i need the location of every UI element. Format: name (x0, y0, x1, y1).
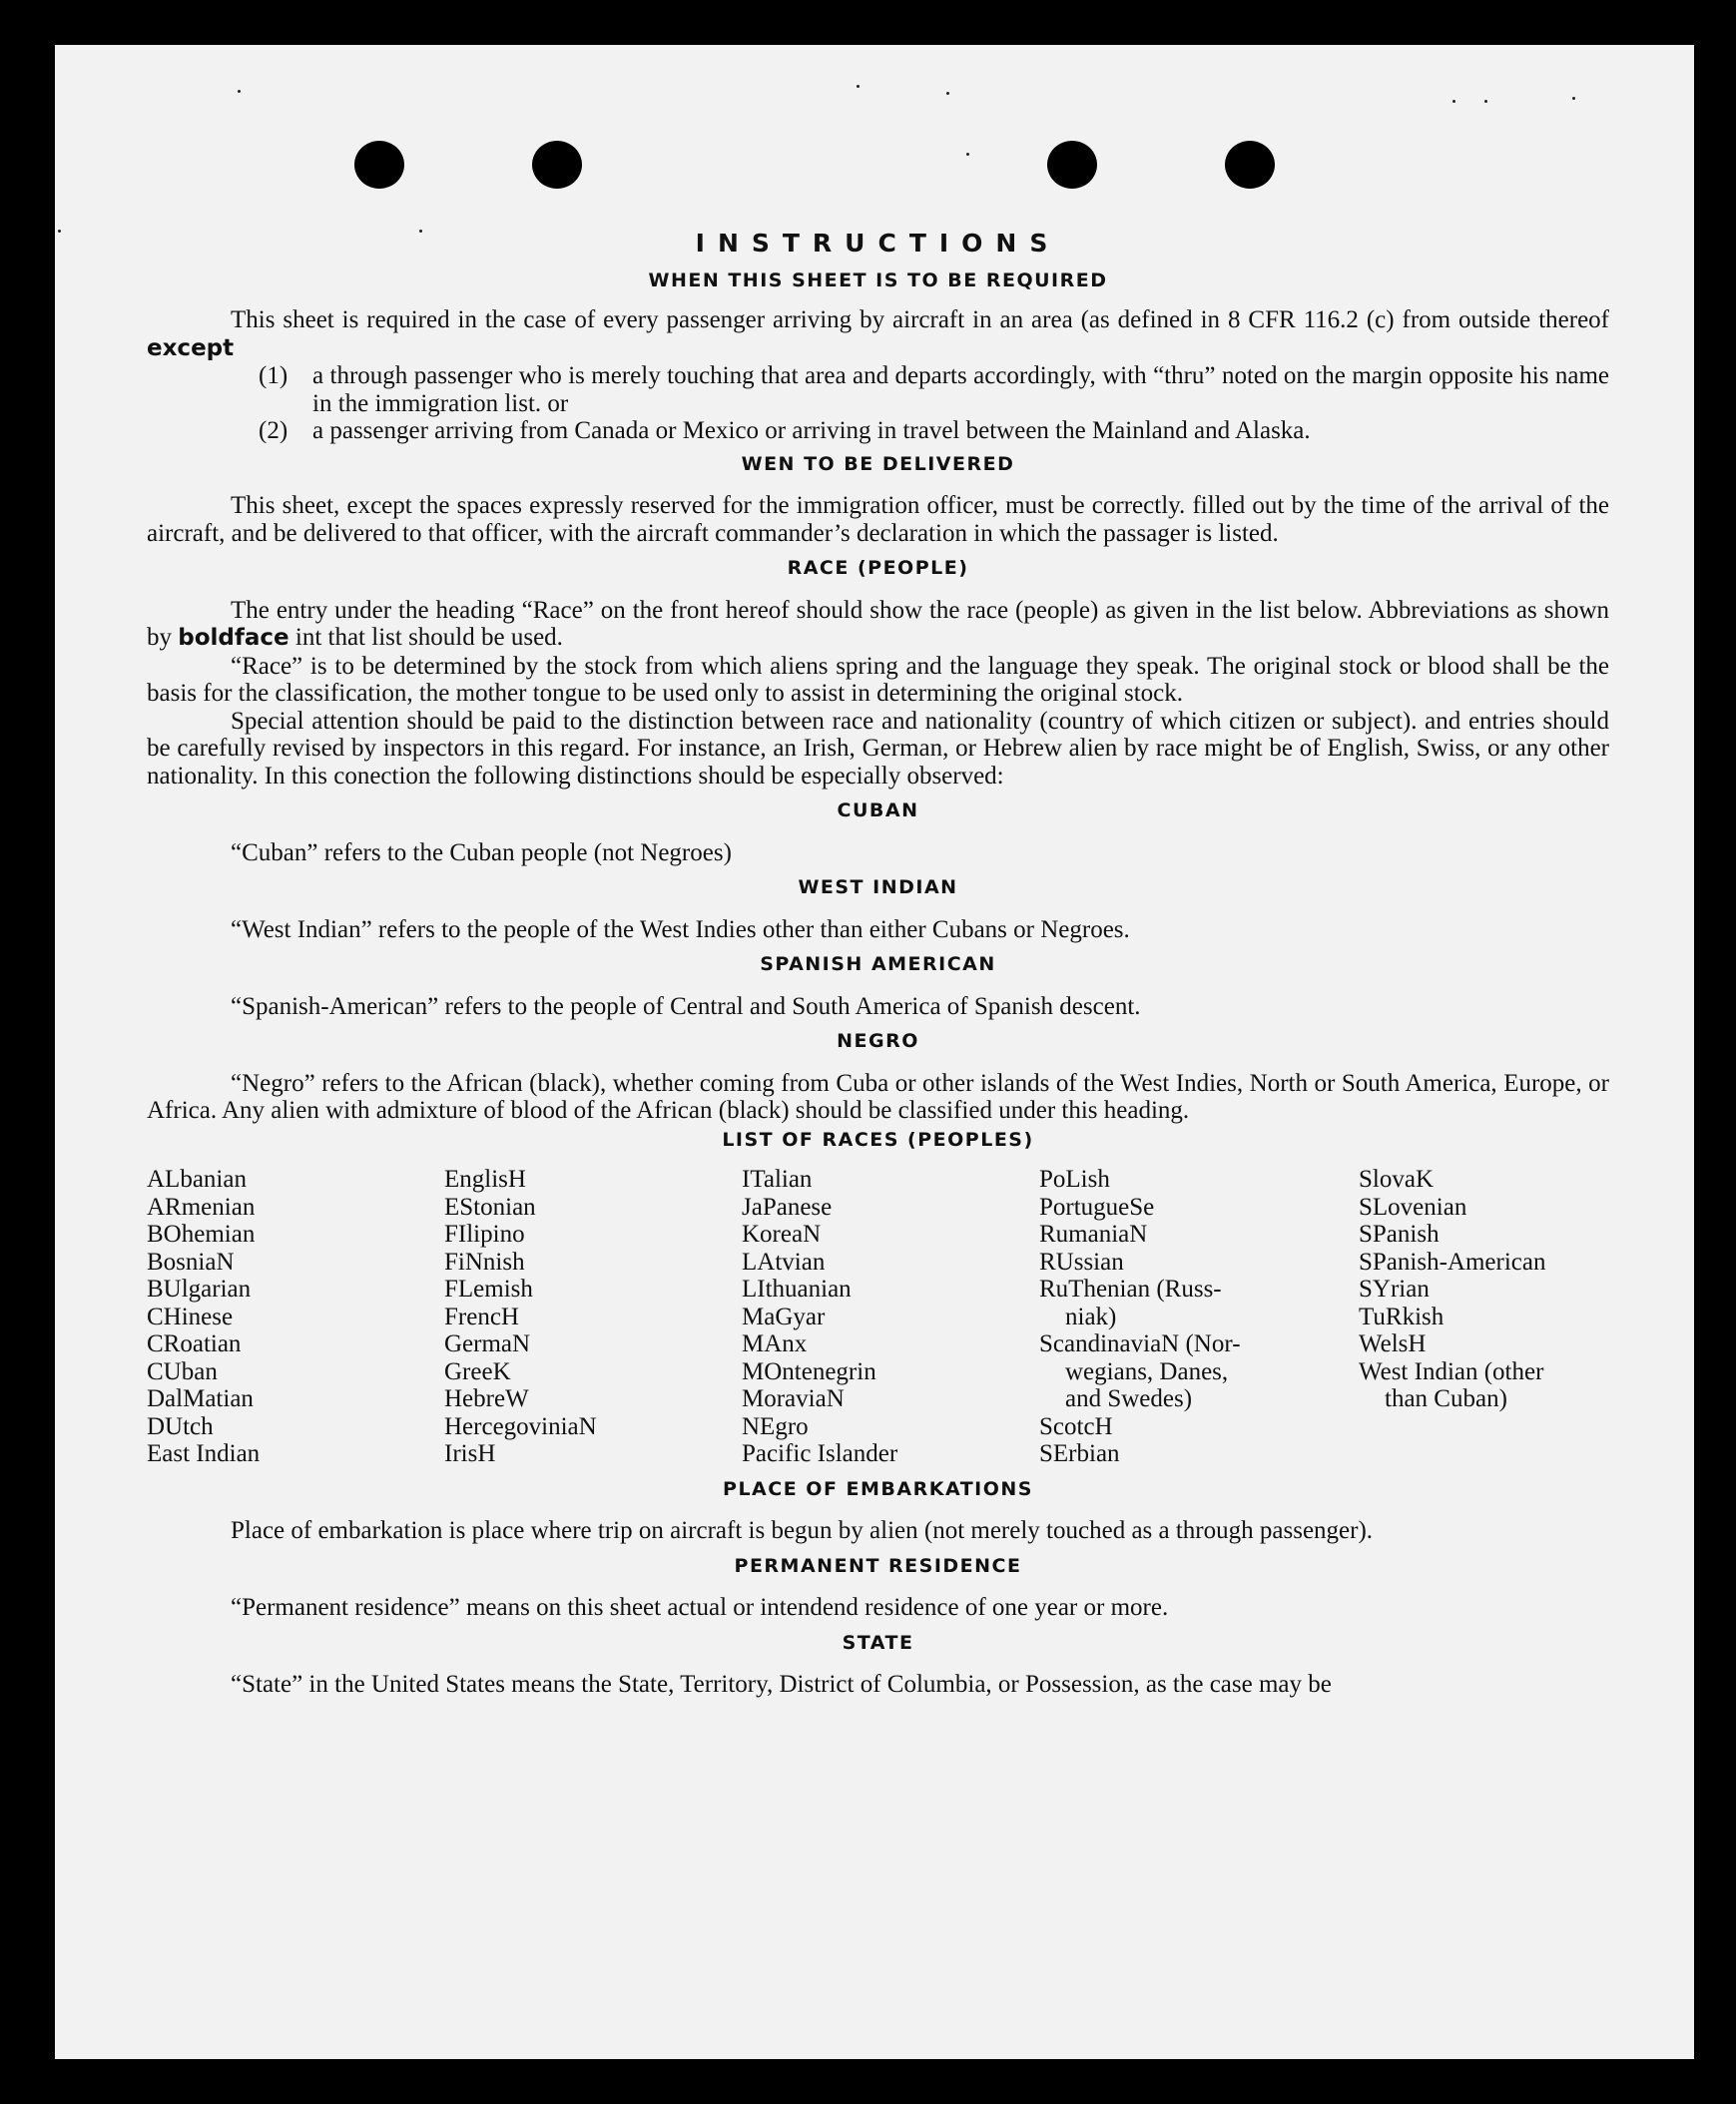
race-item: PortugueSe (1039, 1193, 1155, 1221)
speck (966, 153, 969, 156)
races-column (1359, 1166, 1608, 1468)
race-item: MOntenegrin (742, 1357, 876, 1385)
embarkation-text: Place of embarkation is place where trip on aircraft is begun by alien (not merely touched as a through passenger). (231, 1517, 1374, 1544)
race-item: PoLish (1039, 1166, 1110, 1193)
race-item: FiNnish (444, 1248, 525, 1276)
punch-hole (354, 141, 404, 189)
race-item: DUtch (147, 1412, 214, 1440)
negro-text: “Negro” refers to the African (black), whether coming from Cuba or other islands of the West Indies, North or South America, Europe, or Africa. Any alien with admixture of blood of the African (black) should be classified under this heading. (147, 1069, 1609, 1124)
state-text: “State” in the United States means the State, Territory, District of Columbia, or Possession, as the case may be (231, 1671, 1332, 1698)
race-item: GreeK (444, 1357, 511, 1385)
section-heading-permanent-residence: PERMANENT RESIDENCE (734, 1554, 1022, 1577)
race-item: NEgro (742, 1412, 809, 1440)
list-item: (1) a through passenger who is merely touching that area and departs accordingly, with “thru” noted on the margin opposite his name in the immigration list. or (259, 362, 1609, 417)
race-item: SErbian (1039, 1440, 1120, 1467)
race-item: SLovenian (1359, 1193, 1467, 1221)
section-heading-when-required: WHEN THIS SHEET IS TO BE REQUIRED (648, 268, 1108, 291)
speck (1484, 100, 1487, 103)
race-item: TuRkish (1359, 1303, 1445, 1330)
section-heading-west-indian: WEST INDIAN (798, 876, 958, 898)
races-column (1039, 1166, 1359, 1468)
race-item: SPanish (1359, 1221, 1440, 1248)
race-item: FrencH (444, 1303, 519, 1330)
race-item: CHinese (147, 1303, 234, 1330)
race-item: LAtvian (742, 1248, 826, 1276)
race-item: HercegoviniaN (444, 1412, 597, 1440)
speck (946, 92, 949, 95)
list-item: (2) a passenger arriving from Canada or Mexico or arriving in travel between the Mainland and Alaska. (259, 417, 1311, 444)
section-heading-race: RACE (PEOPLE) (787, 557, 969, 579)
punch-hole (1225, 141, 1275, 189)
races-list (147, 1166, 1609, 1468)
race-item: WelsH (1359, 1330, 1427, 1357)
race-item: ALbanian (147, 1166, 247, 1193)
race-item: DalMatian (147, 1385, 254, 1412)
spanish-american-text: “Spanish-American” refers to the people of Central and South America of Spanish descent. (231, 992, 1141, 1020)
race-paragraph-3: Special attention should be paid to the distinction between race and nationality (country of which citizen or subject). and entries should be carefully revised by inspectors in this regard. For instance, an Irish, German, or Hebrew alien by race might be of English, Swiss, or any other nationality. In this conection the following distinctions should be especially observed: (147, 707, 1609, 789)
race-item: RuThenian (Russ- (1039, 1276, 1222, 1303)
race-item: East Indian (147, 1440, 261, 1467)
race-item: MAnx (742, 1330, 808, 1357)
race-item: IrisH (444, 1440, 496, 1467)
race-item: CRoatian (147, 1330, 242, 1357)
races-column (742, 1166, 1039, 1468)
punch-hole (1047, 141, 1097, 189)
race-item: EStonian (444, 1193, 536, 1221)
race-item: MoraviaN (742, 1385, 845, 1412)
race-paragraph-2: “Race” is to be determined by the stock from which aliens spring and the language they speak. The original stock or blood shall be the basis for the classification, the mother tongue to be used only to assist in determining the original stock. (147, 652, 1609, 707)
race-item: Pacific Islander (742, 1440, 898, 1467)
race-item: CUban (147, 1357, 218, 1385)
race-item: RumaniaN (1039, 1221, 1148, 1248)
punch-hole (532, 141, 582, 189)
race-item: SYrian (1359, 1276, 1430, 1303)
race-item: JaPanese (742, 1193, 833, 1221)
race-item: BosniaN (147, 1248, 235, 1276)
section-heading-spanish-american: SPANISH AMERICAN (760, 953, 996, 975)
section-heading-negro: NEGRO (837, 1030, 919, 1052)
section-heading-when-delivered: WEN TO BE DELIVERED (741, 452, 1015, 475)
race-item: GermaN (444, 1330, 531, 1357)
race-item: BOhemian (147, 1221, 256, 1248)
permanent-residence-text: “Permanent residence” means on this sheet actual or intendend residence of one year or more. (231, 1594, 1169, 1621)
race-item: wegians, Danes, (1065, 1357, 1229, 1385)
race-item: and Swedes) (1065, 1385, 1193, 1412)
speck (857, 85, 860, 88)
race-item: ScandinaviaN (Nor- (1039, 1330, 1241, 1357)
race-item: MaGyar (742, 1303, 826, 1330)
speck (238, 90, 241, 93)
race-item: HebreW (444, 1385, 529, 1412)
when-required-intro: This sheet is required in the case of every passenger arriving by aircraft in an area (as defined in 8 CFR 116.2 (c) from outside thereof except (147, 306, 1609, 361)
page-title: INSTRUCTIONS (695, 229, 1061, 258)
race-item: West Indian (other (1359, 1357, 1544, 1385)
race-item: than Cuban) (1385, 1385, 1507, 1412)
speck (1572, 97, 1575, 100)
race-item: FLemish (444, 1276, 533, 1303)
race-item: KoreaN (742, 1221, 822, 1248)
race-item: ITalian (742, 1166, 813, 1193)
west-indian-text: “West Indian” refers to the people of the West Indies other than either Cubans or Negroes. (231, 915, 1130, 943)
race-item: LIthuanian (742, 1276, 852, 1303)
section-heading-embarkation: PLACE OF EMBARKATIONS (723, 1477, 1033, 1500)
race-item: RUssian (1039, 1248, 1124, 1276)
section-heading-list-of-races: LIST OF RACES (PEOPLES) (722, 1128, 1034, 1151)
race-item: ScotcH (1039, 1412, 1113, 1440)
cuban-text: “Cuban” refers to the Cuban people (not Negroes) (231, 838, 732, 866)
speck (58, 230, 61, 233)
race-item: EnglisH (444, 1166, 526, 1193)
race-item: SPanish-American (1359, 1248, 1546, 1276)
race-item: niak) (1065, 1303, 1117, 1330)
races-column (444, 1166, 742, 1468)
race-item: BUlgarian (147, 1276, 252, 1303)
races-column (147, 1166, 444, 1468)
race-item: FIlipino (444, 1221, 525, 1248)
speck (1452, 100, 1455, 103)
race-item: SlovaK (1359, 1166, 1434, 1193)
section-heading-state: STATE (842, 1631, 914, 1654)
race-paragraph-1: The entry under the heading “Race” on the front hereof should show the race (people) as given in the list below. Abbreviations as shown by boldface int that list should be used. (147, 596, 1609, 651)
race-item: ARmenian (147, 1193, 256, 1221)
section-heading-cuban: CUBAN (837, 799, 919, 821)
when-delivered-text: This sheet, except the spaces expressly reserved for the immigration officer, must be correctly. filled out by the time of the arrival of the aircraft, and be delivered to that officer, with the aircraft commander’s declaration in which the passager is listed. (147, 492, 1609, 547)
instructions-content (147, 230, 1609, 1699)
document-page (55, 45, 1694, 2059)
